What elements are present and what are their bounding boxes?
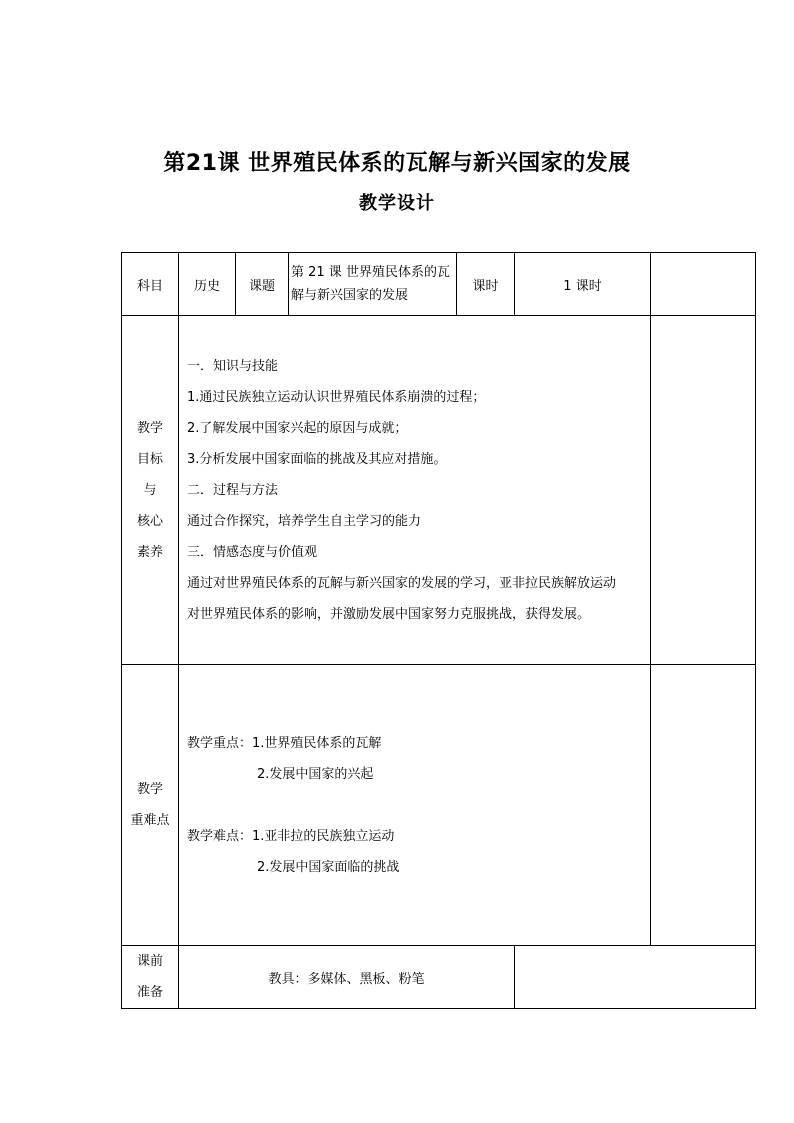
prep-row bbox=[122, 946, 756, 1009]
empty-cell bbox=[651, 316, 756, 665]
objective-line: 通过对世界殖民体系的瓦解与新兴国家的发展的学习，亚非拉民族解放运动 bbox=[187, 575, 617, 591]
keypoints-content bbox=[179, 665, 651, 946]
hours-label: 课时 bbox=[457, 253, 515, 316]
objective-line: 对世界殖民体系的影响，并激励发展中国家努力克服挑战，获得发展。 bbox=[187, 606, 591, 622]
difficulty-line: 教学难点：1.亚非拉的民族独立运动 bbox=[187, 828, 395, 844]
info-row bbox=[122, 253, 756, 316]
objectives-label: 教学 目标 与 核心 素养 bbox=[122, 316, 179, 665]
objective-line: 二．过程与方法 bbox=[187, 482, 279, 498]
subject-value: 历史 bbox=[179, 253, 236, 316]
topic-label: 课题 bbox=[236, 253, 289, 316]
keypoints-row bbox=[122, 665, 756, 946]
prep-value: 教具：多媒体、黑板、粉笔 bbox=[179, 946, 515, 1009]
page-subtitle: 教学设计 bbox=[359, 193, 435, 214]
objectives-row bbox=[122, 316, 756, 665]
objective-line: 1.通过民族独立运动认识世界殖民体系崩溃的过程； bbox=[187, 389, 486, 405]
page-title: 第21课 世界殖民体系的瓦解与新兴国家的发展 bbox=[163, 151, 631, 176]
objective-line: 3.分析发展中国家面临的挑战及其应对措施。 bbox=[187, 451, 447, 467]
empty-cell bbox=[651, 665, 756, 946]
empty-cell bbox=[651, 253, 756, 316]
lesson-plan-table bbox=[121, 252, 756, 1009]
topic-value: 第 21 课 世界殖民体系的瓦解与新兴国家的发展 bbox=[289, 253, 457, 316]
objectives-content bbox=[179, 316, 651, 665]
objective-line: 2.了解发展中国家兴起的原因与成就； bbox=[187, 420, 408, 436]
empty-cell bbox=[515, 946, 756, 1009]
objective-line: 一．知识与技能 bbox=[187, 358, 279, 374]
spacer bbox=[187, 790, 642, 821]
objective-line: 通过合作探究，培养学生自主学习的能力 bbox=[187, 513, 422, 529]
subject-label: 科目 bbox=[122, 253, 179, 316]
hours-value: 1 课时 bbox=[515, 253, 651, 316]
focus-line: 教学重点：1.世界殖民体系的瓦解 bbox=[187, 735, 382, 751]
difficulty-line: 2.发展中国家面临的挑战 bbox=[257, 859, 400, 875]
keypoints-label: 教学 重难点 bbox=[122, 665, 179, 946]
focus-line: 2.发展中国家的兴起 bbox=[257, 766, 374, 782]
prep-label: 课前 准备 bbox=[122, 946, 179, 1009]
objective-line: 三．情感态度与价值观 bbox=[187, 544, 318, 560]
